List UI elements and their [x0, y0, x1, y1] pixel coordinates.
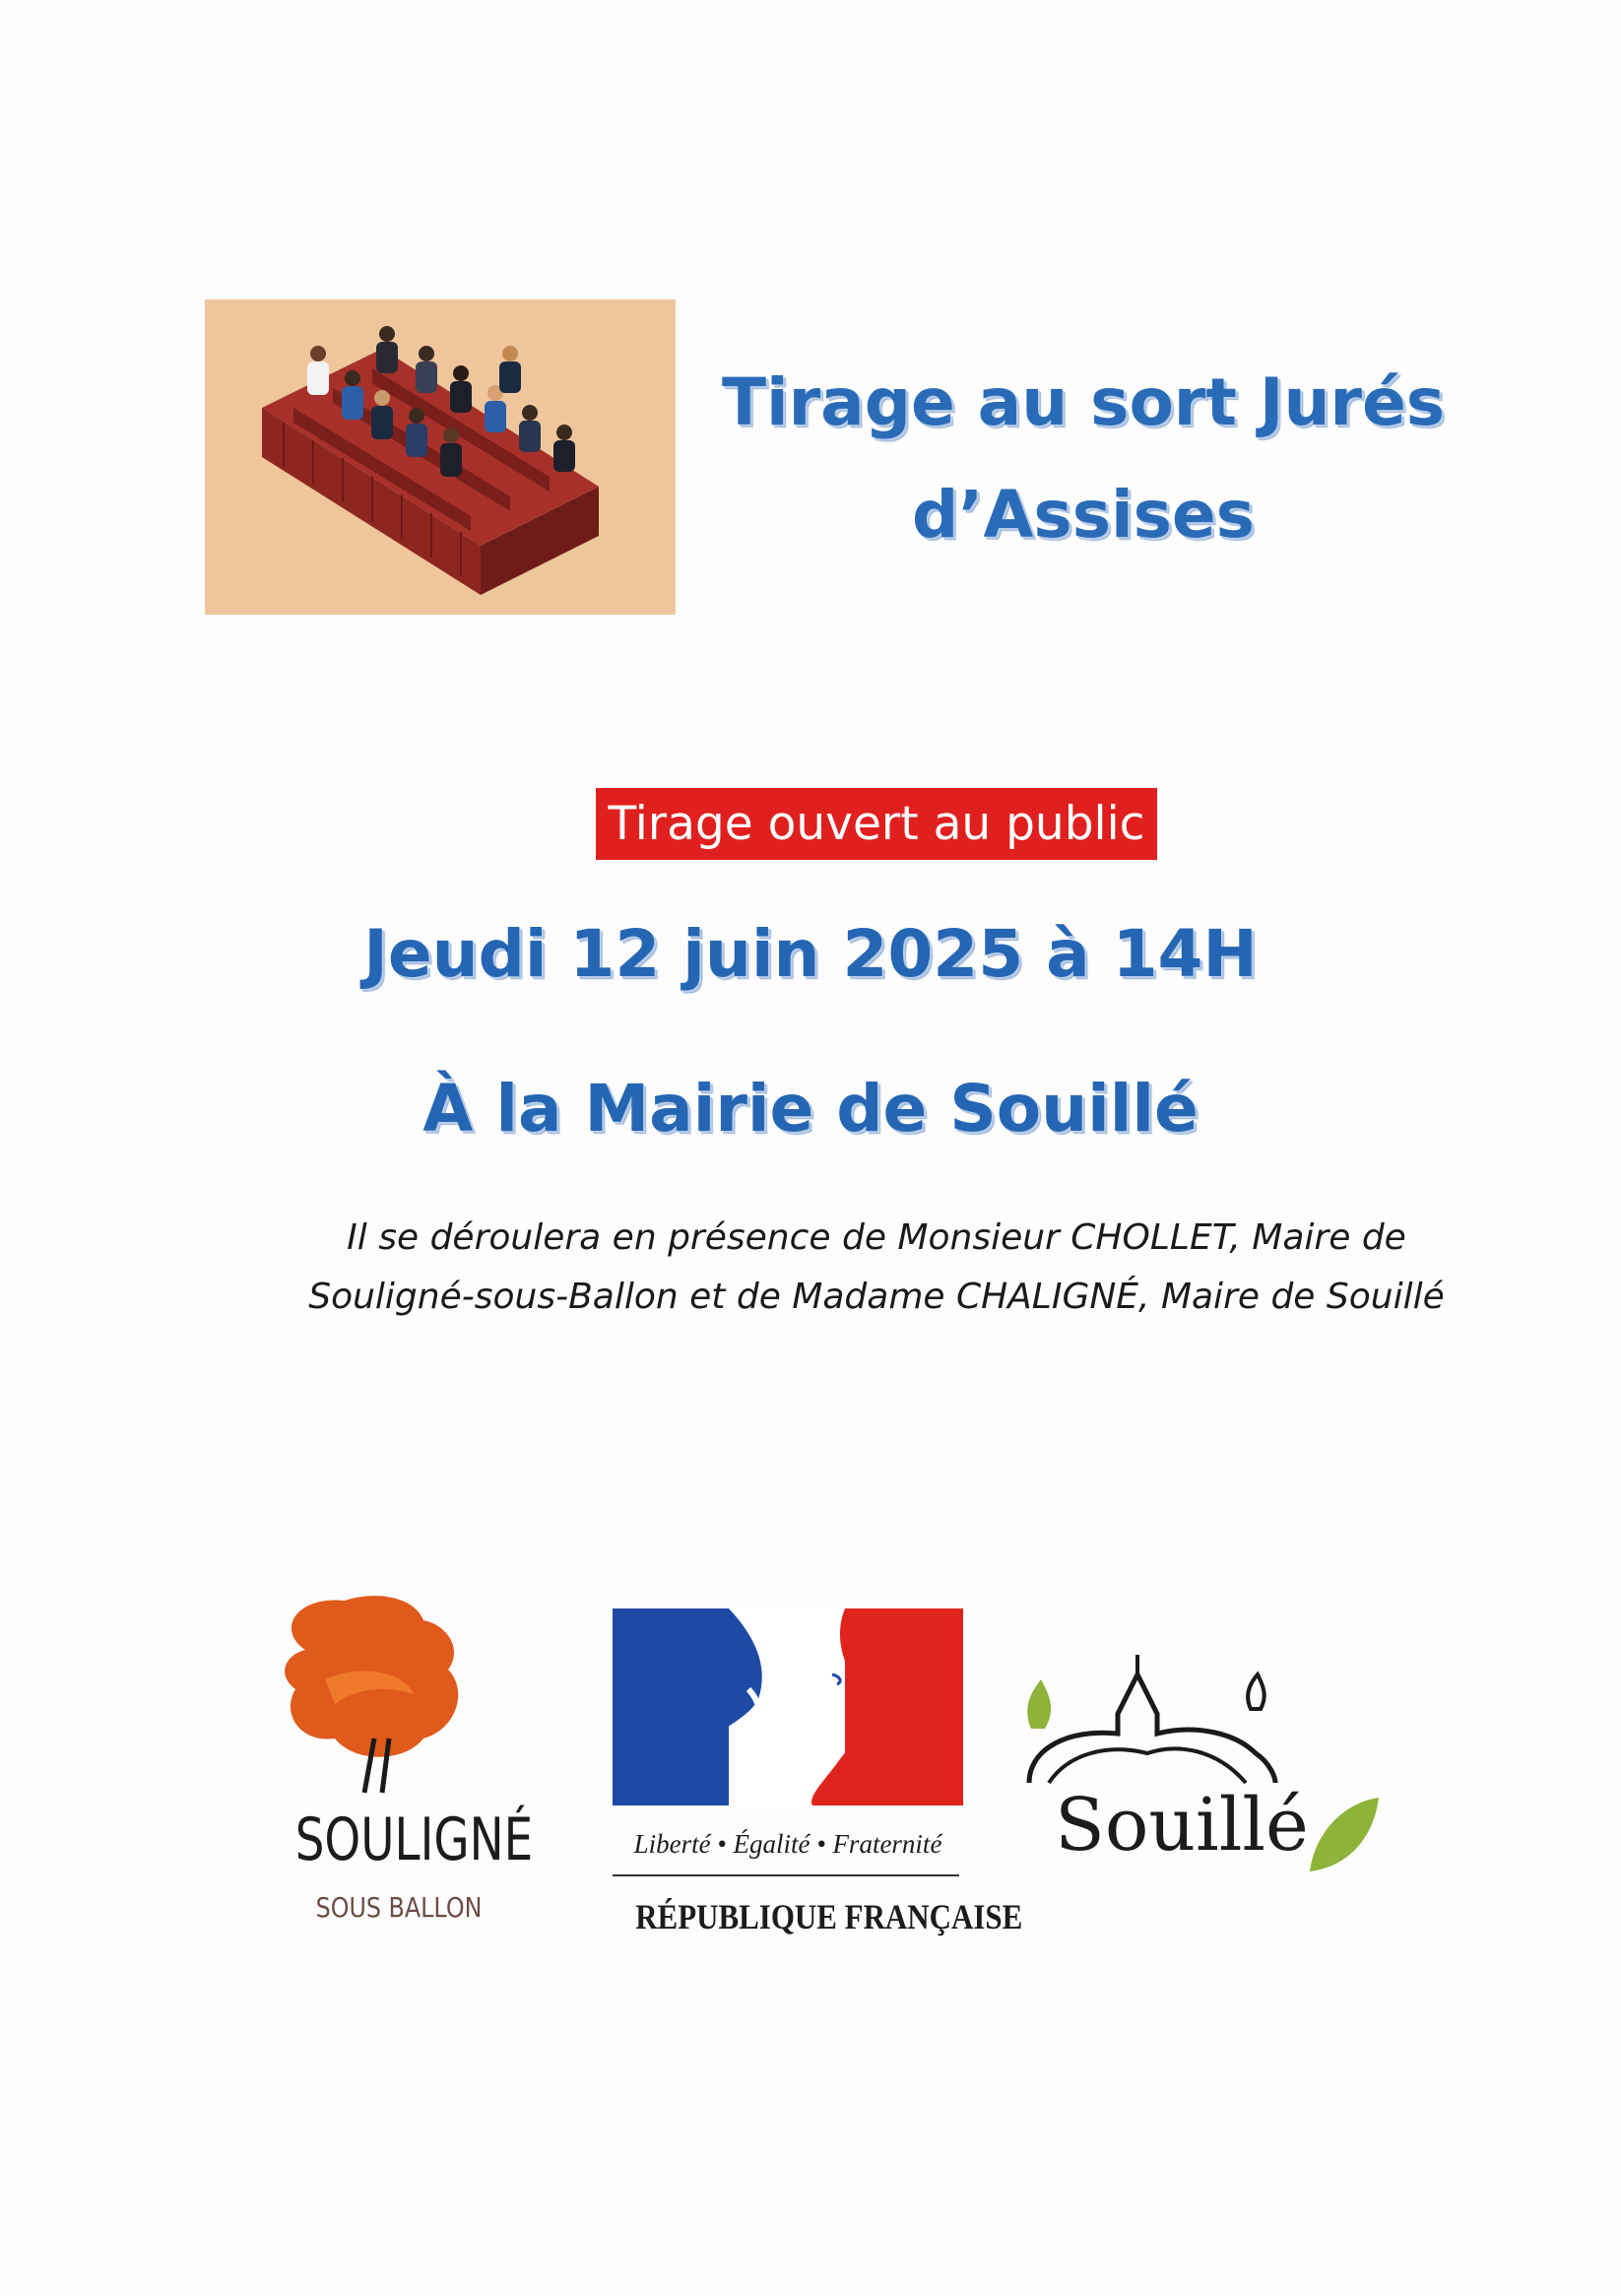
souligne-logo [266, 1591, 532, 1945]
souligne-subtitle: SOUS BALLON [315, 1891, 483, 1924]
church-icon [1009, 1635, 1384, 1803]
leaf-icon [1305, 1793, 1384, 1881]
event-date: Jeudi 12 juin 2025 à 14H [363, 916, 1258, 992]
republique-motto: Liberté • Égalité • Fraternité [633, 1829, 942, 1859]
republique-divider [613, 1874, 959, 1876]
republique-name: RÉPUBLIQUE FRANÇAISE [635, 1897, 1023, 1936]
page-title [709, 347, 1458, 571]
souille-name: Souillé [1055, 1783, 1309, 1868]
public-draw-badge: Tirage ouvert au public [596, 788, 1157, 860]
tree-icon [266, 1591, 532, 1798]
republique-francaise-logo [611, 1601, 1023, 1955]
event-place: À la Mairie de Souillé [422, 1071, 1199, 1147]
presence-note-line-2: Souligné-sous-Ballon et de Madame CHALIGNÉ, Maire de Souillé [308, 1277, 1445, 1317]
title-line-1: Tirage au sort Jurés [721, 364, 1446, 440]
title-line-2: d’Assises [912, 477, 1255, 553]
marianne-icon [611, 1601, 965, 1817]
presence-note-line-1: Il se déroulera en présence de Monsieur CHOLLET, Maire de [347, 1217, 1406, 1258]
souille-logo [1009, 1635, 1384, 1901]
souligne-name: SOULIGNÉ [294, 1805, 534, 1874]
presence-note [266, 1209, 1487, 1327]
jury-box-illustration [205, 299, 676, 615]
